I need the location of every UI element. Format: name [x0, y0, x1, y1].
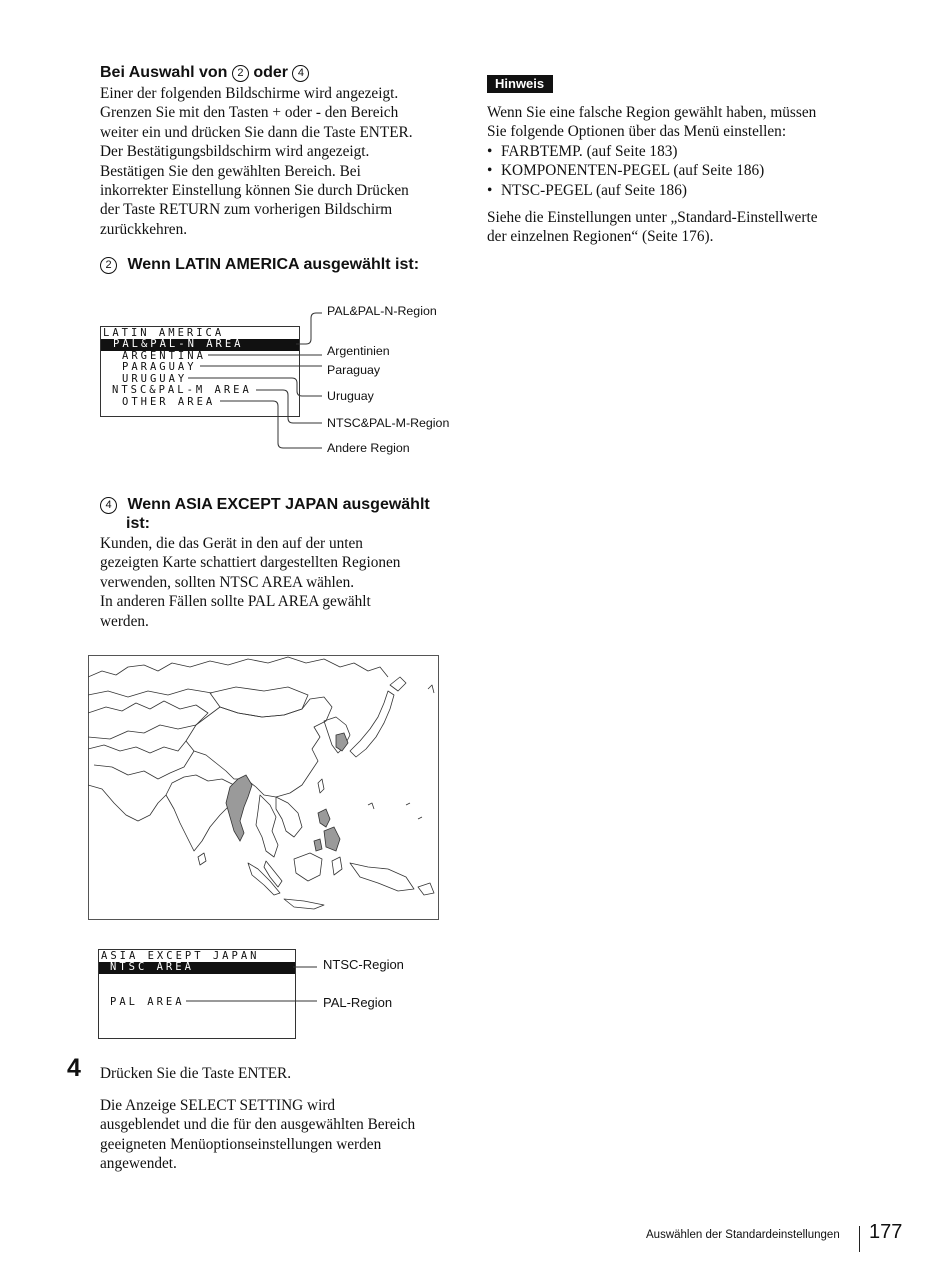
callout-label: Paraguay — [327, 363, 381, 377]
text-line: Der Bestätigungsbildschirm wird angezeigt. — [100, 143, 370, 161]
circled-number: 4 — [100, 497, 117, 514]
text-line: ausgeblendet und die für den ausgewählten Bereich — [100, 1116, 416, 1134]
menu-item: PAL&PAL-N AREA — [113, 338, 244, 350]
text-line: In anderen Fällen sollte PAL AREA gewählt — [100, 593, 371, 611]
menu-item: OTHER AREA — [122, 396, 216, 408]
page-number: 177 — [869, 1221, 903, 1243]
callout-label: Andere Region — [327, 441, 410, 455]
footer-section-title: Auswählen der Standardeinstellungen — [646, 1229, 840, 1241]
menu-title: ASIA EXCEPT JAPAN — [101, 950, 260, 962]
heading-text: Wenn LATIN AMERICA ausgewählt ist: — [127, 256, 420, 273]
text-line: weiter ein und drücken Sie dann die Taste ENTER. — [100, 123, 413, 141]
circled-number: 4 — [292, 65, 309, 82]
menu-item: NTSC&PAL-M AREA — [112, 384, 252, 396]
text-line: Die Anzeige SELECT SETTING wird — [100, 1097, 336, 1114]
list-item: • KOMPONENTEN-PEGEL (auf Seite 186) — [487, 161, 877, 180]
step-instruction: Drücken Sie die Taste ENTER. — [100, 1065, 292, 1082]
note-bullet-list — [487, 142, 877, 200]
circled-number: 2 — [232, 65, 249, 82]
menu-item: ARGENTINA — [122, 350, 206, 362]
text-line: Einer der folgenden Bildschirme wird angezeigt. — [100, 85, 399, 102]
callout-label: PAL-Region — [323, 995, 393, 1010]
step-number: 4 — [67, 1054, 81, 1082]
list-item: • FARBTEMP. (auf Seite 183) — [487, 142, 877, 161]
text-line: der Taste RETURN zum vorherigen Bildschirm — [100, 201, 393, 219]
callout-label: PAL&PAL-N-Region — [327, 304, 437, 318]
text-line: inkorrekter Einstellung können Sie durch Drücken — [100, 182, 409, 200]
text-line: werden. — [100, 612, 149, 630]
text-line: angewendet. — [100, 1155, 177, 1173]
text-line: geeigneten Menüoptionseinstellungen werden — [100, 1135, 382, 1153]
menu-item: URUGUAY — [122, 373, 188, 385]
menu-item: NTSC AREA — [110, 961, 194, 973]
text-line: Siehe die Einstellungen unter „Standard-Einstellwerte — [487, 209, 818, 227]
text-line: Bestätigen Sie den gewählten Bereich. Bei — [100, 162, 361, 180]
text-line: Sie folgende Optionen über das Menü einstellen: — [487, 123, 787, 141]
text-line: Grenzen Sie mit den Tasten + oder - den Bereich — [100, 104, 399, 122]
callout-label: Argentinien — [327, 344, 390, 358]
menu-item: PAL AREA — [110, 996, 185, 1008]
text-line: Kunden, die das Gerät in den auf der unten — [100, 535, 363, 552]
callout-label: Uruguay — [327, 389, 374, 403]
menu-title: LATIN AMERICA — [103, 327, 225, 339]
text-line: der einzelnen Regionen“ (Seite 176). — [487, 228, 714, 246]
note-label-badge: Hinweis — [487, 75, 553, 93]
heading-text: oder — [253, 64, 289, 81]
heading-text: ist: — [126, 515, 150, 532]
list-item: • NTSC-PEGEL (auf Seite 186) — [487, 181, 877, 200]
callout-label: NTSC&PAL-M-Region — [327, 416, 450, 430]
step-paragraph — [100, 1096, 460, 1174]
heading-text: Bei Auswahl von — [100, 64, 228, 81]
menu-item: PARAGUAY — [122, 361, 197, 373]
text-line: gezeigten Karte schattiert dargestellten Regionen — [100, 554, 401, 572]
see-reference — [487, 208, 877, 247]
footer-divider — [859, 1226, 860, 1252]
circled-number: 2 — [100, 257, 117, 274]
heading-text: Wenn ASIA EXCEPT JAPAN ausgewählt — [127, 496, 430, 513]
text-line: Wenn Sie eine falsche Region gewählt haben, müssen — [487, 104, 817, 121]
text-line: verwenden, sollten NTSC AREA wählen. — [100, 573, 355, 591]
text-line: zurückkehren. — [100, 220, 188, 238]
note-block — [487, 103, 877, 247]
callout-label: NTSC-Region — [323, 957, 404, 972]
